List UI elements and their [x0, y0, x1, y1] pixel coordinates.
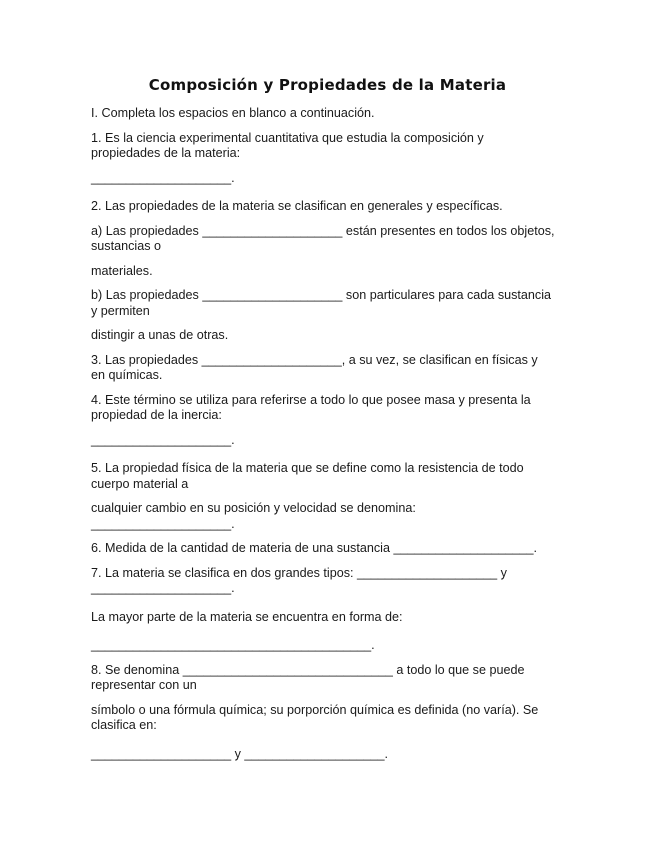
- question-1-line-1: 1. Es la ciencia experimental cuantitativa que estudia la composición y: [91, 130, 484, 145]
- question-5-line-3: cualquier cambio en su posición y velocidad se denomina:: [91, 501, 416, 515]
- question-2b-line-2: y permiten: [91, 303, 150, 318]
- question-7: [91, 566, 571, 654]
- question-1-answer-blank: ____________________.: [91, 170, 235, 185]
- question-2a-line-2: sustancias o: [91, 239, 162, 253]
- question-7-answer-blank-2: ________________________________________.: [91, 638, 375, 652]
- question-5: [91, 461, 571, 532]
- question-4: [91, 393, 571, 449]
- question-4-line-2: propiedad de la inercia:: [91, 408, 222, 422]
- question-2a-line-3: materiales.: [91, 263, 153, 278]
- question-7-line-1: 7. La materia se clasifica en dos grandes tipos: ____________________ y: [91, 565, 507, 580]
- worksheet-title: Composición y Propiedades de la Materia: [148, 76, 507, 94]
- instruction: I. Completa los espacios en blanco a continuación.: [91, 106, 375, 120]
- question-8-line-2: representar con un: [91, 678, 197, 692]
- question-5-answer-blank: ____________________.: [91, 516, 235, 531]
- worksheet-content: [91, 106, 571, 762]
- question-5-line-2: cuerpo material a: [91, 476, 189, 491]
- question-2a: [91, 224, 571, 280]
- question-7-answer-blank: ____________________.: [91, 581, 235, 595]
- question-8-line-1: 8. Se denomina ______________________________ a todo lo que se puede: [91, 662, 525, 677]
- question-2a-line-1: a) Las propiedades ____________________ están presentes en todos los objetos,: [91, 223, 555, 238]
- question-1: [91, 131, 571, 187]
- question-6: 6. Medida de la cantidad de materia de una sustancia ____________________.: [91, 541, 538, 555]
- question-3-line-1: 3. Las propiedades ____________________, a su vez, se clasifican en físicas y: [91, 352, 538, 367]
- question-7-line-3: La mayor parte de la materia se encuentra en forma de:: [91, 609, 403, 624]
- question-8-line-4: clasifica en:: [91, 718, 157, 732]
- question-3-line-2: en químicas.: [91, 368, 163, 382]
- question-3: [91, 353, 571, 384]
- question-1-line-2: propiedades de la materia:: [91, 146, 241, 160]
- question-4-line-1: 4. Este término se utiliza para referirse a todo lo que posee masa y presenta la: [91, 392, 531, 407]
- question-4-answer-blank: ____________________.: [91, 432, 235, 447]
- question-8: [91, 663, 571, 763]
- question-2b: [91, 288, 571, 344]
- question-5-line-1: 5. La propiedad física de la materia que se define como la resistencia de todo: [91, 461, 524, 475]
- question-8-answer-blank: ____________________ y ____________________.: [91, 746, 388, 761]
- question-2b-line-1: b) Las propiedades ____________________ son particulares para cada sustancia: [91, 288, 552, 302]
- question-2b-line-3: distingir a unas de otras.: [91, 328, 229, 342]
- question-2: 2. Las propiedades de la materia se clasifican en generales y específicas.: [91, 199, 503, 213]
- question-8-line-3: símbolo o una fórmula química; su porporción química es definida (no varía). Se: [91, 702, 539, 717]
